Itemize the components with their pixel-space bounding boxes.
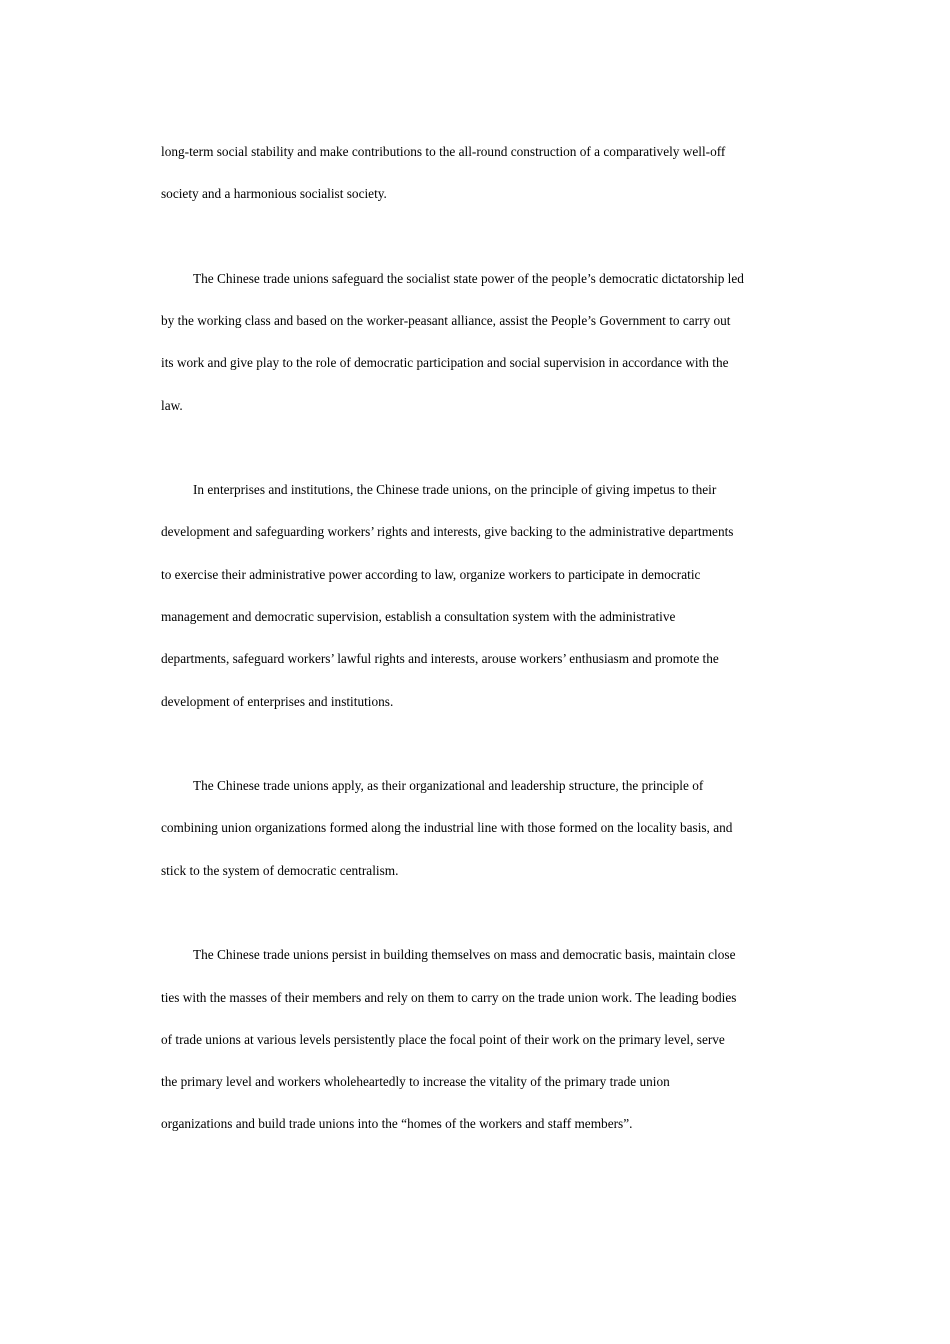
paragraph-2-line-2: by the working class and based on the worker-peasant alliance, assist the People’s Government to carry out xyxy=(161,313,731,328)
paragraph-5-line-2: ties with the masses of their members and rely on them to carry on the trade union work. The leading bodies xyxy=(161,990,737,1005)
paragraph-5-line-5: organizations and build trade unions into the “homes of the workers and staff members”. xyxy=(161,1116,633,1131)
paragraph-2-line-1: The Chinese trade unions safeguard the socialist state power of the people’s democratic dictatorship led xyxy=(193,271,744,286)
paragraph-4-line-1: The Chinese trade unions apply, as their organizational and leadership structure, the principle of xyxy=(193,778,704,793)
paragraph-4-line-2: combining union organizations formed along the industrial line with those formed on the locality basis, and xyxy=(161,820,733,835)
paragraph-2-line-4: law. xyxy=(161,398,183,413)
paragraph-4-line-3: stick to the system of democratic centralism. xyxy=(161,863,399,878)
paragraph-1-line-2: society and a harmonious socialist society. xyxy=(161,186,387,201)
paragraph-1-line-1: long-term social stability and make contributions to the all-round construction of a comparatively well-off xyxy=(161,144,726,159)
paragraph-3-line-3: to exercise their administrative power according to law, organize workers to participate in democratic xyxy=(161,567,701,582)
paragraph-3-line-6: development of enterprises and institutions. xyxy=(161,694,394,709)
paragraph-2-line-3: its work and give play to the role of democratic participation and social supervision in accordance with the xyxy=(161,355,729,370)
paragraph-3-line-1: In enterprises and institutions, the Chinese trade unions, on the principle of giving impetus to their xyxy=(193,482,717,497)
paragraph-3-line-4: management and democratic supervision, establish a consultation system with the administrative xyxy=(161,609,676,624)
paragraph-3-line-2: development and safeguarding workers’ rights and interests, give backing to the administrative departments xyxy=(161,524,734,539)
paragraph-3-line-5: departments, safeguard workers’ lawful rights and interests, arouse workers’ enthusiasm and promote the xyxy=(161,651,719,666)
paragraph-5-line-4: the primary level and workers wholeheartedly to increase the vitality of the primary trade union xyxy=(161,1074,670,1089)
paragraph-5-line-1: The Chinese trade unions persist in building themselves on mass and democratic basis, maintain close xyxy=(193,947,736,962)
paragraph-5-line-3: of trade unions at various levels persistently place the focal point of their work on the primary level, serve xyxy=(161,1032,725,1047)
